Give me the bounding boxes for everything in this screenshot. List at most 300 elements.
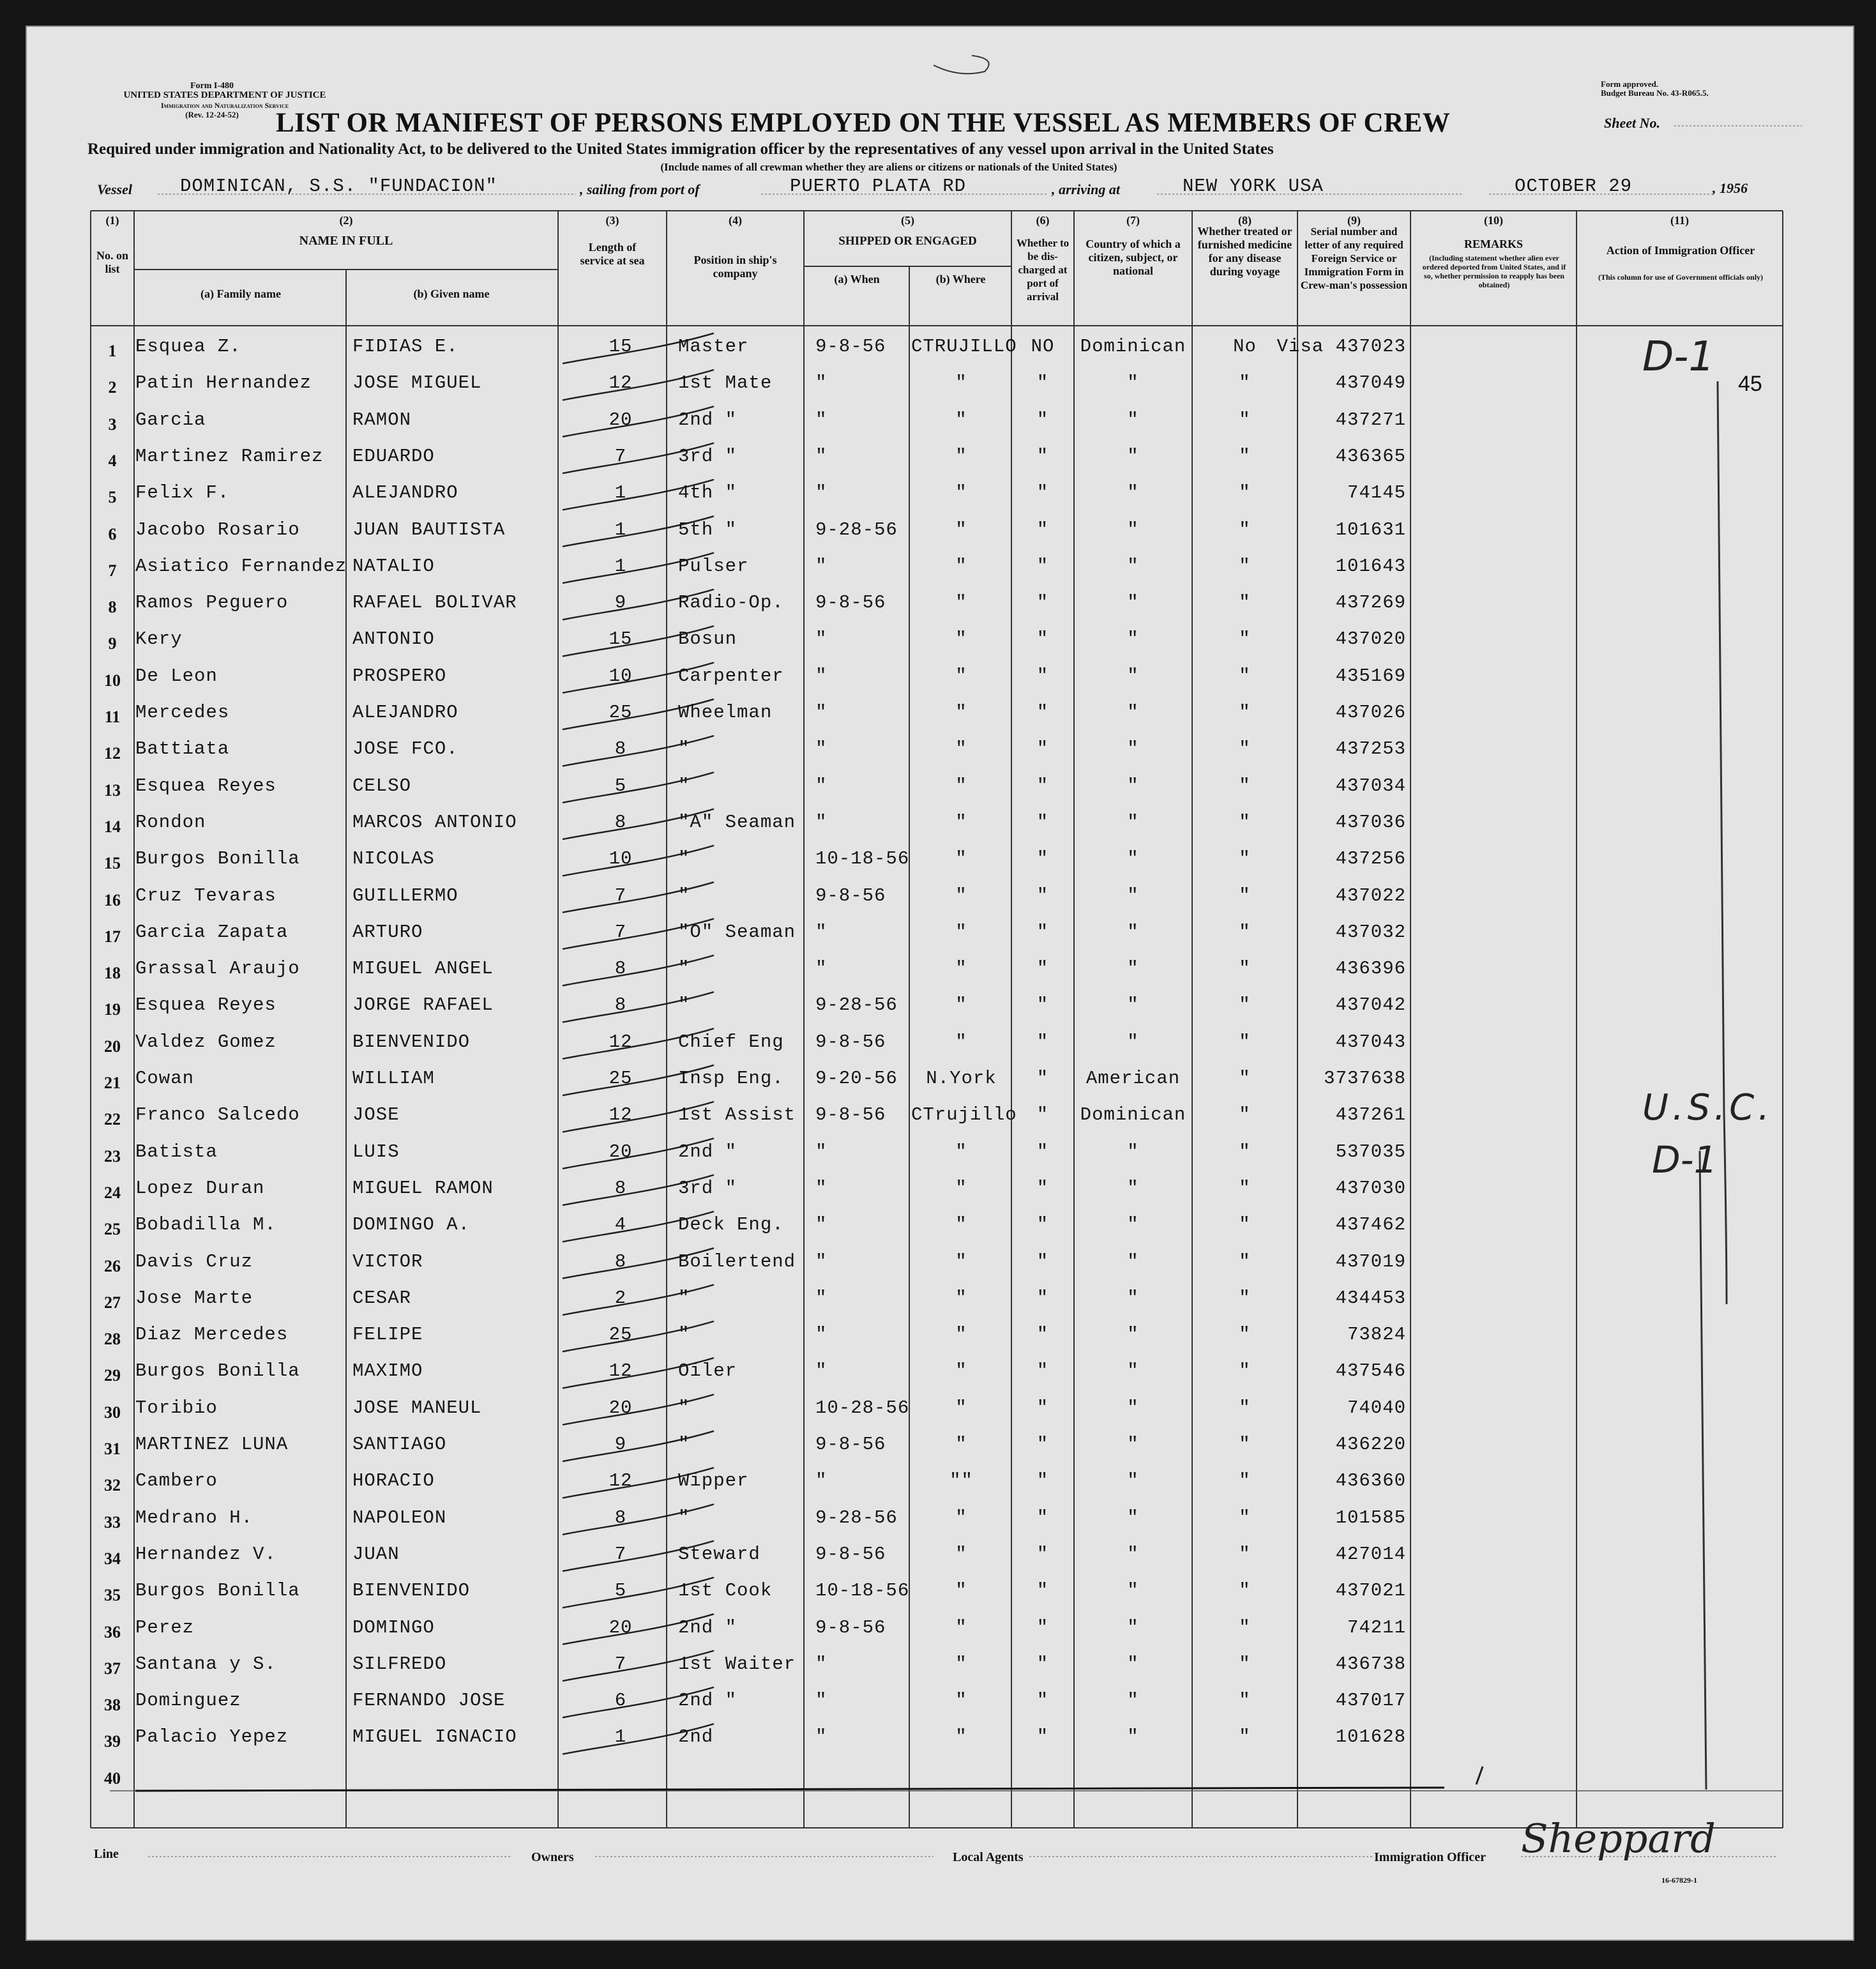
row-number: 39: [104, 1732, 121, 1751]
given-name: JUAN: [352, 1543, 400, 1565]
country: ": [1127, 1580, 1139, 1602]
shipped-where: ": [955, 1251, 967, 1272]
row-number: 2: [108, 378, 117, 397]
discharged: ": [1036, 775, 1049, 796]
serial-number: 435169: [1335, 665, 1406, 687]
family-name: Jose Marte: [135, 1287, 253, 1309]
shipped-when: 9-28-56: [815, 994, 898, 1016]
footer-owners-label: Owners: [531, 1850, 574, 1864]
shipped-where: ": [955, 958, 967, 980]
serial-number: 437019: [1335, 1251, 1406, 1272]
shipped-where: ": [955, 1214, 967, 1236]
shipped-when: 9-8-56: [815, 885, 886, 906]
position: ": [678, 885, 690, 906]
service-length: 12: [609, 372, 633, 394]
country: ": [1127, 921, 1139, 943]
service-length: 15: [609, 628, 633, 650]
row-number: 12: [104, 744, 121, 763]
serial-number: 437253: [1335, 738, 1406, 760]
position: ": [678, 1507, 690, 1528]
row-number: 27: [104, 1293, 121, 1312]
given-name: LUIS: [352, 1141, 400, 1162]
medicine: ": [1239, 921, 1251, 943]
shipped-when: 9-8-56: [815, 336, 886, 357]
medicine: ": [1239, 702, 1251, 723]
shipped-when: ": [815, 1470, 828, 1492]
service-length: 7: [614, 885, 627, 906]
serial-number: 101631: [1335, 519, 1406, 540]
serial-number: 74145: [1347, 482, 1406, 504]
col4-number: (4): [729, 214, 742, 227]
service-length: 9: [614, 1434, 627, 1455]
family-name: Cowan: [135, 1068, 195, 1089]
serial-number: 101643: [1335, 555, 1406, 577]
service-length: 7: [614, 445, 627, 467]
country: ": [1127, 1214, 1139, 1236]
family-name: Valdez Gomez: [135, 1031, 276, 1053]
family-name: Burgos Bonilla: [135, 848, 300, 870]
shipped-when: ": [815, 921, 828, 943]
medicine: No: [1233, 336, 1257, 357]
family-name: Battiata: [135, 738, 230, 760]
sheet-label: Sheet No.: [1604, 115, 1660, 131]
position: Bosun: [678, 628, 738, 650]
discharged: ": [1036, 1214, 1049, 1236]
shipped-where: ": [955, 921, 967, 943]
serial-number: 101628: [1335, 1726, 1406, 1748]
row-number: 33: [104, 1512, 121, 1532]
service-length: 5: [614, 775, 627, 796]
shipped-where: ": [955, 1434, 967, 1455]
medicine: ": [1239, 1726, 1251, 1748]
col5-header: SHIPPED OR ENGAGED: [838, 234, 977, 248]
serial-number: 436738: [1335, 1653, 1406, 1675]
shipped-when: 9-8-56: [815, 1104, 886, 1126]
medicine: ": [1239, 1177, 1251, 1199]
country: ": [1127, 994, 1139, 1016]
serial-number: 437030: [1335, 1177, 1406, 1199]
discharged: ": [1036, 1616, 1049, 1638]
officer-signature: Sheppard: [1521, 1815, 1716, 1862]
col5a-header: (a) When: [834, 273, 880, 285]
row-number: 23: [104, 1146, 121, 1166]
shipped-where: ": [955, 1177, 967, 1199]
shipped-when: ": [815, 1726, 828, 1748]
serial-number: 437032: [1335, 921, 1406, 943]
serial-number: 437026: [1335, 702, 1406, 723]
shipped-when: ": [815, 409, 828, 430]
given-name: MARCOS ANTONIO: [352, 811, 517, 833]
country: ": [1127, 1690, 1139, 1712]
row-number: 1: [108, 342, 117, 360]
discharged: ": [1036, 1141, 1049, 1162]
country: Dominican: [1080, 336, 1186, 357]
shipped-where: ": [955, 775, 967, 796]
arriving-label: , arriving at: [1052, 181, 1120, 197]
shipped-where: ": [955, 1616, 967, 1638]
country: ": [1127, 1434, 1139, 1455]
medicine: ": [1239, 1690, 1251, 1712]
row-number: 35: [104, 1586, 121, 1605]
col1-header: No. on list: [96, 249, 128, 275]
service-length: 7: [614, 1543, 627, 1565]
country: ": [1127, 1251, 1139, 1272]
service-length: 12: [609, 1360, 633, 1382]
row-number: 3: [108, 414, 117, 434]
service-length: 20: [609, 1141, 633, 1162]
shipped-when: ": [815, 628, 828, 650]
country: ": [1127, 1616, 1139, 1638]
discharged: ": [1036, 1580, 1049, 1602]
given-name: JOSE MANEUL: [352, 1397, 482, 1418]
shipped-where: ": [955, 628, 967, 650]
service-length: 25: [609, 702, 633, 723]
country: ": [1127, 1543, 1139, 1565]
given-name: JUAN BAUTISTA: [352, 519, 506, 540]
row-number: 4: [108, 451, 117, 470]
country: ": [1127, 1324, 1139, 1346]
shipped-when: 9-20-56: [815, 1068, 898, 1089]
row-number: 37: [104, 1659, 121, 1678]
country: ": [1127, 1726, 1139, 1748]
medicine: ": [1239, 555, 1251, 577]
given-name: MIGUEL RAMON: [352, 1177, 494, 1199]
serial-number: 436396: [1335, 958, 1406, 980]
serial-number: 74040: [1347, 1397, 1406, 1418]
arriving-port: NEW YORK USA: [1183, 176, 1324, 197]
medicine: ": [1239, 1214, 1251, 1236]
service-length: 20: [609, 1616, 633, 1638]
discharged: ": [1036, 665, 1049, 687]
service-length: 8: [614, 1507, 627, 1528]
row-number: 14: [104, 817, 121, 836]
country: ": [1127, 665, 1139, 687]
given-name: MIGUEL ANGEL: [352, 958, 494, 980]
service-length: 8: [614, 1177, 627, 1199]
shipped-where: ": [955, 665, 967, 687]
service-length: 8: [614, 1251, 627, 1272]
row-number: 38: [104, 1696, 121, 1715]
shipped-where: ": [955, 519, 967, 540]
serial-number: 436360: [1335, 1470, 1406, 1492]
serial-number: 437042: [1335, 994, 1406, 1016]
family-name: Felix F.: [135, 482, 230, 504]
row-number: 18: [104, 964, 121, 983]
discharged: ": [1036, 1434, 1049, 1455]
row-number: 13: [104, 780, 121, 800]
shipped-when: 9-8-56: [815, 1543, 886, 1565]
medicine: ": [1239, 775, 1251, 796]
shipped-when: ": [815, 555, 828, 577]
country: ": [1127, 1177, 1139, 1199]
position: Oiler: [678, 1360, 738, 1382]
serial-number: 437034: [1335, 775, 1406, 796]
discharged: ": [1036, 1287, 1049, 1309]
serial-number: 537035: [1335, 1141, 1406, 1162]
col7-header: Country of which a citizen, subject, or national: [1086, 238, 1181, 277]
discharged: ": [1036, 592, 1049, 614]
service: Immigration and Naturalization Service: [160, 101, 289, 110]
row-number: 22: [104, 1110, 121, 1129]
shipped-where: ": [955, 811, 967, 833]
serial-number: 437021: [1335, 1580, 1406, 1602]
family-name: Garcia Zapata: [135, 921, 289, 943]
family-name: Toribio: [135, 1397, 218, 1418]
shipped-when: ": [815, 811, 828, 833]
family-name: Burgos Bonilla: [135, 1360, 300, 1382]
family-name: Garcia: [135, 409, 206, 430]
shipped-when: ": [815, 702, 828, 723]
given-name: ALEJANDRO: [352, 702, 458, 723]
discharged: ": [1036, 921, 1049, 943]
service-length: 5: [614, 1580, 627, 1602]
shipped-where: ": [955, 1360, 967, 1382]
family-name: Esquea Reyes: [135, 994, 276, 1016]
shipped-where: ": [955, 592, 967, 614]
medicine: ": [1239, 1434, 1251, 1455]
serial-number: 437256: [1335, 848, 1406, 870]
family-name: Perez: [135, 1616, 195, 1638]
discharged: ": [1036, 1324, 1049, 1346]
shipped-where: ": [955, 702, 967, 723]
shipped-when: ": [815, 1653, 828, 1675]
col2a-header: (a) Family name: [200, 287, 281, 300]
col8-number: (8): [1238, 214, 1252, 227]
shipped-when: ": [815, 1251, 828, 1272]
family-name: Hernandez V.: [135, 1543, 276, 1565]
shipped-where: CTrujillo: [911, 1104, 1017, 1126]
shipped-where: ": [955, 555, 967, 577]
given-name: MAXIMO: [352, 1360, 423, 1382]
shipped-where: ": [955, 1141, 967, 1162]
medicine: ": [1239, 519, 1251, 540]
shipped-when: 10-18-56: [815, 848, 910, 870]
serial-number: 434453: [1335, 1287, 1406, 1309]
col5b-header: (b) Where: [935, 273, 986, 285]
medicine: ": [1239, 1141, 1251, 1162]
medicine: ": [1239, 1031, 1251, 1053]
shipped-when: ": [815, 958, 828, 980]
medicine: ": [1239, 1616, 1251, 1638]
serial-number: 437271: [1335, 409, 1406, 430]
given-name: JOSE MIGUEL: [352, 372, 482, 394]
shipped-where: ": [955, 1690, 967, 1712]
row-number: 24: [104, 1183, 121, 1202]
given-name: JORGE RAFAEL: [352, 994, 494, 1016]
country: ": [1127, 519, 1139, 540]
col10-number: (10): [1484, 214, 1503, 227]
position: Chief Eng: [678, 1031, 784, 1053]
medicine: ": [1239, 665, 1251, 687]
shipped-where: ": [955, 1653, 967, 1675]
position: Insp Eng.: [678, 1068, 784, 1089]
family-name: Dominguez: [135, 1690, 241, 1712]
service-length: 8: [614, 738, 627, 760]
shipped-when: ": [815, 738, 828, 760]
form-approved: Form approved.: [1601, 79, 1659, 89]
country: ": [1127, 445, 1139, 467]
col9-number: (9): [1347, 214, 1361, 227]
family-name: Martinez Ramirez: [135, 445, 324, 467]
position: Wipper: [678, 1470, 749, 1492]
serial-number: 437049: [1335, 372, 1406, 394]
col3-header: Length of service at sea: [580, 241, 645, 267]
row-number: 21: [104, 1074, 121, 1092]
medicine: ": [1239, 1397, 1251, 1418]
position: ": [678, 1324, 690, 1346]
service-length: 20: [609, 409, 633, 430]
serial-number: 437022: [1335, 885, 1406, 906]
family-name: Cambero: [135, 1470, 218, 1492]
shipped-when: 9-8-56: [815, 1616, 886, 1638]
shipped-where: N.York: [926, 1068, 997, 1089]
medicine: ": [1239, 958, 1251, 980]
medicine: ": [1239, 885, 1251, 906]
medicine: ": [1239, 1360, 1251, 1382]
position: 1st Waiter: [678, 1653, 796, 1675]
medicine: ": [1239, 628, 1251, 650]
discharged: ": [1036, 372, 1049, 394]
given-name: SILFREDO: [352, 1653, 447, 1675]
col3-number: (3): [605, 214, 619, 227]
shipped-when: 10-28-56: [815, 1397, 910, 1418]
country: ": [1127, 702, 1139, 723]
position: 2nd ": [678, 1616, 738, 1638]
serial-number: 101585: [1335, 1507, 1406, 1528]
country: ": [1127, 738, 1139, 760]
given-name: CELSO: [352, 775, 412, 796]
family-name: Kery: [135, 628, 183, 650]
shipped-when: 9-28-56: [815, 519, 898, 540]
service-length: 10: [609, 848, 633, 870]
shipped-when: ": [815, 372, 828, 394]
medicine: ": [1239, 848, 1251, 870]
country: ": [1127, 592, 1139, 614]
given-name: SANTIAGO: [352, 1434, 447, 1455]
row-number: 6: [108, 524, 117, 544]
subtitle: Required under immigration and Nationality Act, to be delivered to the United States immigration officer by the representatives of any vessel upon arrival in the United States: [87, 141, 1274, 158]
row-number: 11: [104, 708, 121, 726]
medicine: ": [1239, 445, 1251, 467]
position: ": [678, 1287, 690, 1309]
footer-line-label: Line: [94, 1847, 119, 1861]
shipped-when: ": [815, 1287, 828, 1309]
discharged: ": [1036, 519, 1049, 540]
service-length: 12: [609, 1031, 633, 1053]
service-length: 20: [609, 1397, 633, 1418]
shipped-when: ": [815, 1324, 828, 1346]
row-number: 26: [104, 1256, 121, 1275]
country: ": [1127, 775, 1139, 796]
shipped-where: ": [955, 1543, 967, 1565]
row-number: 17: [104, 927, 121, 946]
row-number: 20: [104, 1037, 121, 1056]
shipped-where: "": [949, 1470, 973, 1492]
shipped-when: ": [815, 775, 828, 796]
country: American: [1086, 1068, 1181, 1089]
serial-number: Visa 437023: [1276, 336, 1406, 357]
family-name: Santana y S.: [135, 1653, 276, 1675]
position: "A" Seaman: [678, 811, 796, 833]
medicine: ": [1239, 1251, 1251, 1272]
row-number: 10: [104, 671, 121, 690]
annotation-d1-top: D-1: [1642, 333, 1715, 381]
shipped-when: 9-28-56: [815, 1507, 898, 1528]
manifest-sheet: [26, 26, 1854, 1941]
serial-number: 437017: [1335, 1690, 1406, 1712]
country: ": [1127, 628, 1139, 650]
given-name: RAMON: [352, 409, 412, 430]
discharged: ": [1036, 994, 1049, 1016]
family-name: Esquea Z.: [135, 336, 241, 357]
discharged: ": [1036, 702, 1049, 723]
shipped-when: ": [815, 1141, 828, 1162]
position: 2nd: [678, 1726, 714, 1748]
col11-note: (This column for use of Government officials only): [1598, 273, 1764, 282]
country: ": [1127, 1141, 1139, 1162]
shipped-where: ": [955, 372, 967, 394]
family-name: Diaz Mercedes: [135, 1324, 289, 1346]
country: ": [1127, 848, 1139, 870]
discharged: ": [1036, 1726, 1049, 1748]
discharged: ": [1036, 445, 1049, 467]
position: 3rd ": [678, 445, 738, 467]
position: Boilertend: [678, 1251, 796, 1272]
given-name: BIENVENIDO: [352, 1031, 471, 1053]
given-name: NICOLAS: [352, 848, 435, 870]
country: Dominican: [1080, 1104, 1186, 1126]
family-name: Batista: [135, 1141, 218, 1162]
medicine: ": [1239, 1287, 1251, 1309]
country: ": [1127, 1653, 1139, 1675]
col10-header: REMARKS: [1464, 238, 1523, 250]
row-number: 9: [108, 634, 117, 653]
given-name: BIENVENIDO: [352, 1580, 471, 1602]
medicine: ": [1239, 409, 1251, 430]
col6-header: Whether to be dis-charged at port of arrival: [1016, 237, 1070, 303]
discharged: ": [1036, 555, 1049, 577]
col10-note: (Including statement whether alien ever ordered deported from United States, and if so, whether permission to reapply has been obtained): [1422, 254, 1566, 289]
given-name: HORACIO: [352, 1470, 435, 1492]
shipped-when: ": [815, 1360, 828, 1382]
col9-header: Serial number and letter of any required Foreign Service or Immigration Form in Crew-man's possession: [1300, 225, 1408, 291]
service-length: 1: [614, 519, 627, 540]
given-name: JOSE: [352, 1104, 400, 1126]
shipped-when: ": [815, 445, 828, 467]
position: Radio-Op.: [678, 592, 784, 614]
row-number: 32: [104, 1476, 121, 1495]
shipped-when: 9-8-56: [815, 1434, 886, 1455]
service-length: 7: [614, 1653, 627, 1675]
shipped-where: ": [955, 1287, 967, 1309]
family-name: Ramos Peguero: [135, 592, 289, 614]
row-number: 40: [104, 1768, 121, 1788]
serial-number: 436365: [1335, 445, 1406, 467]
sailing-port: PUERTO PLATA RD: [790, 176, 967, 197]
given-name: RAFAEL BOLIVAR: [352, 592, 517, 614]
arrival-year: , 1956: [1713, 180, 1748, 196]
position: Wheelman: [678, 702, 773, 723]
position: 4th ": [678, 482, 738, 504]
serial-number: 437546: [1335, 1360, 1406, 1382]
medicine: ": [1239, 1470, 1251, 1492]
page-title: LIST OR MANIFEST OF PERSONS EMPLOYED ON THE VESSEL AS MEMBERS OF CREW: [276, 108, 1451, 138]
serial-number: 74211: [1347, 1616, 1406, 1638]
col8-header: Whether treated or furnished medicine for any disease during voyage: [1197, 225, 1292, 278]
medicine: ": [1239, 738, 1251, 760]
discharged: ": [1036, 1470, 1049, 1492]
row-number: 28: [104, 1330, 121, 1349]
